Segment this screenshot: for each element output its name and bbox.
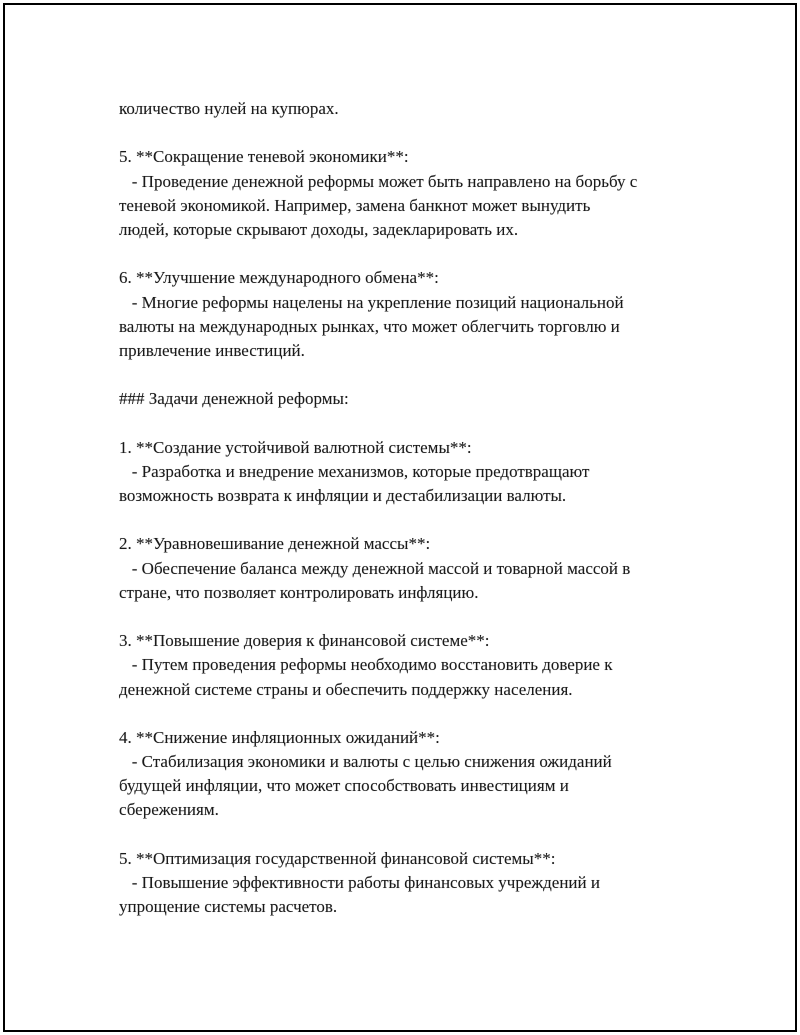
text-line: будущей инфляции, что может способствовать инвестициям и: [119, 776, 569, 796]
text-line: - Повышение эффективности работы финансовых учреждений и: [119, 873, 600, 892]
section-heading: ### Задачи денежной реформы:: [119, 389, 349, 409]
blank-line: [119, 363, 719, 387]
text-line: денежной системе страны и обеспечить поддержку населения.: [119, 679, 573, 699]
document-text: [119, 97, 719, 919]
text-line: - Проведение денежной реформы может быть направлено на борьбу с: [119, 171, 638, 191]
text-line: - Многие реформы нацелены на укрепление позиций национальной: [119, 292, 624, 312]
text-line: 2. **Уравновешивание денежной массы**:: [119, 534, 431, 554]
text-line: - Стабилизация экономики и валюты с целью снижения ожиданий: [119, 752, 612, 772]
blank-line: [119, 242, 719, 266]
text-line: стране, что позволяет контролировать инфляцию.: [119, 582, 479, 602]
text-line: 6. **Улучшение международного обмена**:: [119, 268, 439, 288]
text-line: 3. **Повышение доверия к финансовой системе**:: [119, 631, 490, 651]
blank-line: [119, 823, 719, 847]
text-line: привлечение инвестиций.: [119, 340, 305, 360]
blank-line: [119, 508, 719, 532]
text-line: возможность возврата к инфляции и дестабилизации валюты.: [119, 486, 567, 505]
blank-line: [119, 411, 719, 435]
text-line: - Обеспечение баланса между денежной массой и товарной массой в: [119, 558, 631, 578]
text-line: 1. **Создание устойчивой валютной системы**:: [119, 437, 472, 457]
text-line: - Путем проведения реформы необходимо восстановить доверие к: [119, 655, 613, 675]
document-page: [3, 3, 797, 1032]
text-line: теневой экономикой. Например, замена банкнот может вынудить: [119, 195, 591, 215]
text-line: количество нулей на купюрах.: [119, 99, 339, 118]
text-line: 5. **Оптимизация государственной финансовой системы**:: [119, 848, 556, 868]
text-line: валюты на международных рынках, что может облегчить торговлю и: [119, 316, 620, 336]
text-line: упрощение системы расчетов.: [119, 897, 338, 917]
blank-line: [119, 702, 719, 726]
text-line: сбережениям.: [119, 800, 219, 820]
blank-line: [119, 121, 719, 145]
text-line: - Разработка и внедрение механизмов, которые предотвращают: [119, 461, 590, 481]
text-line: людей, которые скрывают доходы, задекларировать их.: [119, 219, 519, 239]
text-line: 4. **Снижение инфляционных ожиданий**:: [119, 727, 440, 747]
blank-line: [119, 605, 719, 629]
text-line: 5. **Сокращение теневой экономики**:: [119, 147, 409, 167]
